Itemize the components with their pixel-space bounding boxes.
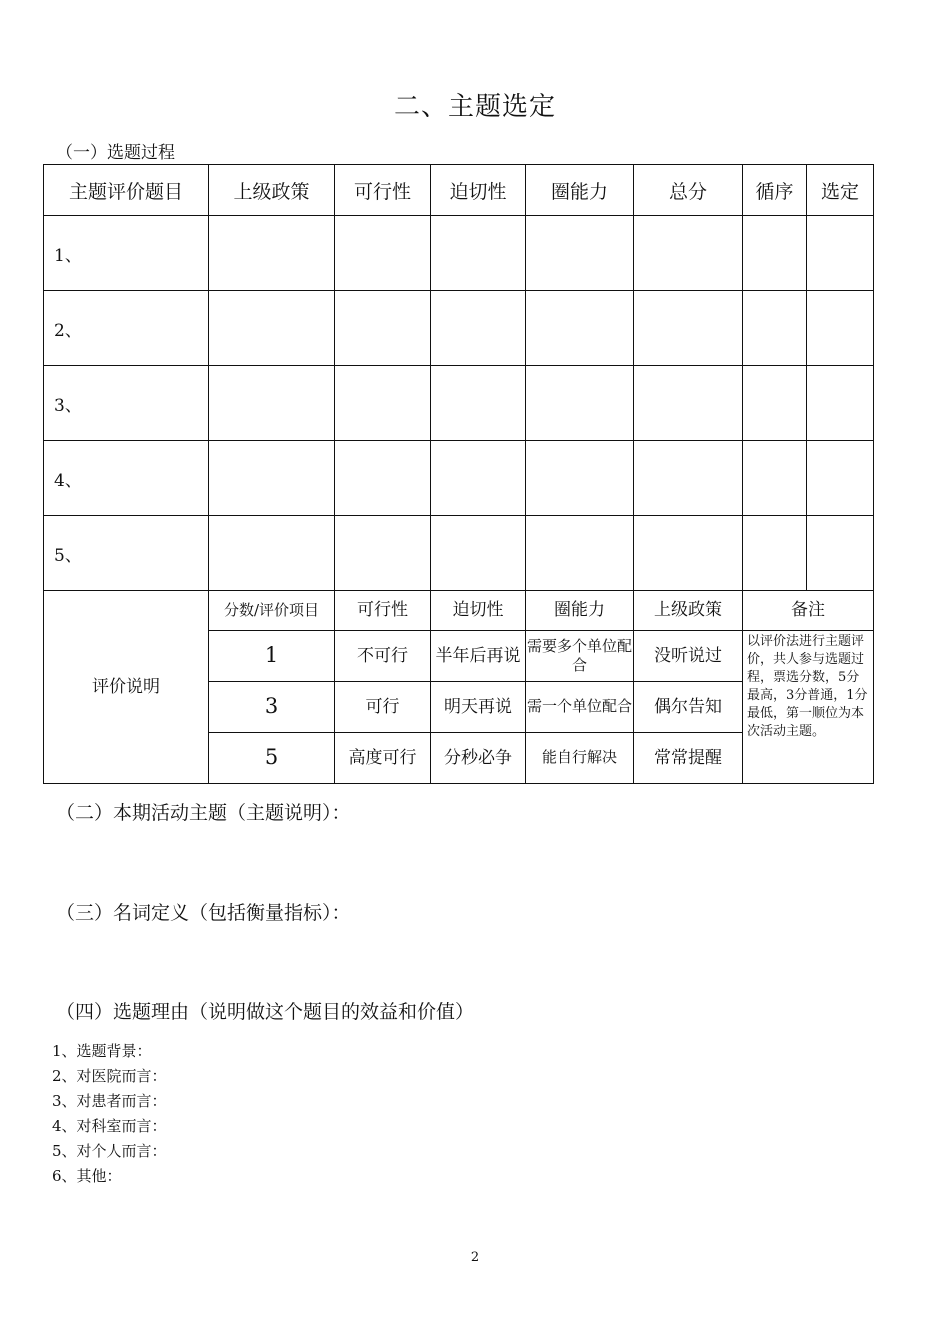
eval-header-cell: 上级政策 bbox=[634, 591, 743, 631]
table-cell[interactable] bbox=[431, 291, 526, 366]
score-value: 5 bbox=[209, 733, 335, 784]
table-cell[interactable] bbox=[431, 441, 526, 516]
feasibility-desc: 高度可行 bbox=[335, 733, 431, 784]
table-header-row bbox=[44, 165, 874, 216]
policy-desc: 常常提醒 bbox=[634, 733, 743, 784]
table-cell[interactable] bbox=[335, 216, 431, 291]
feasibility-desc: 不可行 bbox=[335, 631, 431, 682]
ability-desc: 需一个单位配合 bbox=[526, 682, 634, 733]
urgency-desc: 明天再说 bbox=[431, 682, 526, 733]
page-title: 二、主题选定 bbox=[393, 92, 556, 122]
table-cell[interactable] bbox=[634, 516, 743, 591]
eval-header-cell: 分数/评价项目 bbox=[209, 591, 335, 631]
table-cell[interactable] bbox=[526, 516, 634, 591]
reason-item: 1、选题背景： bbox=[52, 1042, 152, 1060]
header-cell: 循序 bbox=[743, 165, 807, 216]
header-cell: 主题评价题目 bbox=[44, 165, 209, 216]
table-row bbox=[44, 366, 874, 441]
feasibility-desc: 可行 bbox=[335, 682, 431, 733]
row-number: 2、 bbox=[44, 291, 209, 366]
table-cell[interactable] bbox=[634, 366, 743, 441]
table-cell[interactable] bbox=[431, 516, 526, 591]
table-row bbox=[44, 216, 874, 291]
table-cell[interactable] bbox=[743, 366, 807, 441]
reason-item: 4、对科室而言： bbox=[52, 1117, 167, 1135]
table-cell[interactable] bbox=[807, 366, 874, 441]
ability-desc: 需要多个单位配合 bbox=[526, 631, 634, 682]
table-row bbox=[44, 291, 874, 366]
urgency-desc: 分秒必争 bbox=[431, 733, 526, 784]
header-cell: 可行性 bbox=[335, 165, 431, 216]
table-cell[interactable] bbox=[209, 441, 335, 516]
table-cell[interactable] bbox=[431, 216, 526, 291]
table-row bbox=[44, 441, 874, 516]
table-cell[interactable] bbox=[335, 441, 431, 516]
table-cell[interactable] bbox=[634, 291, 743, 366]
table-cell[interactable] bbox=[526, 441, 634, 516]
reason-item: 2、对医院而言： bbox=[52, 1067, 167, 1085]
reason-item: 3、对患者而言： bbox=[52, 1092, 167, 1110]
section-selection-reason: （四）选题理由（说明做这个题目的效益和价值） bbox=[56, 1001, 475, 1023]
table-row bbox=[44, 516, 874, 591]
table-cell[interactable] bbox=[743, 291, 807, 366]
evaluation-note: 以评价法进行主题评价，共人参与选题过程，票选分数，5分最高，3分普通，1分最低，第一顺位为本次活动主题。 bbox=[743, 631, 874, 784]
ability-desc: 能自行解决 bbox=[526, 733, 634, 784]
score-value: 3 bbox=[209, 682, 335, 733]
table-cell[interactable] bbox=[807, 216, 874, 291]
eval-header-cell: 可行性 bbox=[335, 591, 431, 631]
eval-header-cell: 备注 bbox=[743, 591, 874, 631]
topic-selection-table bbox=[43, 164, 874, 784]
row-number: 5、 bbox=[44, 516, 209, 591]
table-cell[interactable] bbox=[743, 441, 807, 516]
header-cell: 总分 bbox=[634, 165, 743, 216]
reason-item: 6、其他： bbox=[52, 1167, 122, 1185]
table-cell[interactable] bbox=[807, 516, 874, 591]
header-cell: 上级政策 bbox=[209, 165, 335, 216]
header-cell: 选定 bbox=[807, 165, 874, 216]
table-cell[interactable] bbox=[209, 366, 335, 441]
table-cell[interactable] bbox=[431, 366, 526, 441]
reason-item: 5、对个人而言： bbox=[52, 1142, 167, 1160]
urgency-desc: 半年后再说 bbox=[431, 631, 526, 682]
score-value: 1 bbox=[209, 631, 335, 682]
table-cell[interactable] bbox=[807, 291, 874, 366]
table-cell[interactable] bbox=[209, 216, 335, 291]
eval-header-cell: 迫切性 bbox=[431, 591, 526, 631]
section-selection-process: （一）选题过程 bbox=[56, 143, 175, 163]
table-cell[interactable] bbox=[526, 366, 634, 441]
section-term-definition: （三）名词定义（包括衡量指标）： bbox=[56, 902, 351, 924]
table-cell[interactable] bbox=[634, 216, 743, 291]
table-cell[interactable] bbox=[335, 291, 431, 366]
table-cell[interactable] bbox=[743, 216, 807, 291]
table-cell[interactable] bbox=[807, 441, 874, 516]
row-number: 3、 bbox=[44, 366, 209, 441]
evaluation-header-row bbox=[44, 591, 874, 631]
table-cell[interactable] bbox=[743, 516, 807, 591]
table-cell[interactable] bbox=[335, 516, 431, 591]
page-number: 2 bbox=[470, 1250, 480, 1265]
table-cell[interactable] bbox=[335, 366, 431, 441]
evaluation-label: 评价说明 bbox=[44, 591, 209, 784]
table-cell[interactable] bbox=[209, 291, 335, 366]
table-cell[interactable] bbox=[526, 291, 634, 366]
table-cell[interactable] bbox=[634, 441, 743, 516]
section-activity-theme: （二）本期活动主题（主题说明）： bbox=[56, 802, 351, 824]
row-number: 4、 bbox=[44, 441, 209, 516]
policy-desc: 没听说过 bbox=[634, 631, 743, 682]
header-cell: 迫切性 bbox=[431, 165, 526, 216]
table-cell[interactable] bbox=[526, 216, 634, 291]
row-number: 1、 bbox=[44, 216, 209, 291]
header-cell: 圈能力 bbox=[526, 165, 634, 216]
table-cell[interactable] bbox=[209, 516, 335, 591]
eval-header-cell: 圈能力 bbox=[526, 591, 634, 631]
policy-desc: 偶尔告知 bbox=[634, 682, 743, 733]
